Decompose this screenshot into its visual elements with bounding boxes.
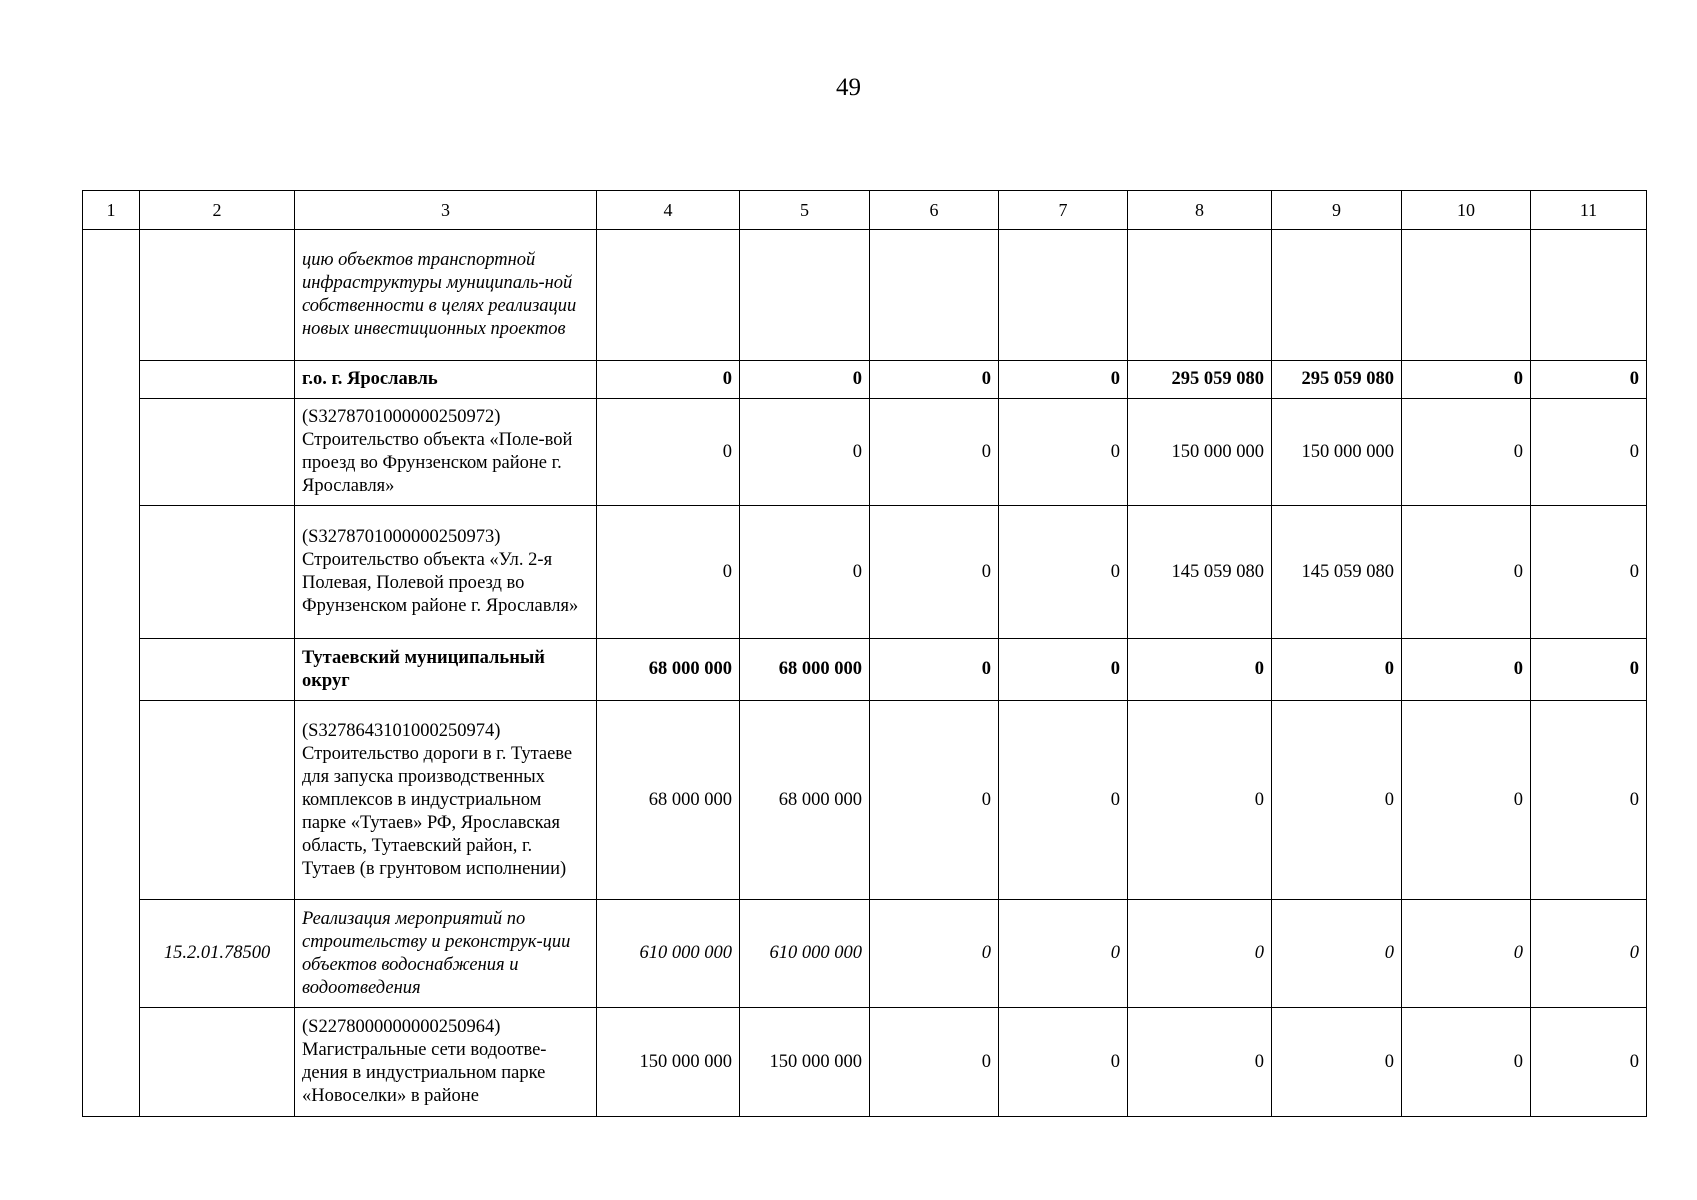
value-cell-col-4: 68 000 000 — [597, 701, 740, 900]
value-cell-col-4: 0 — [597, 506, 740, 639]
table-row — [83, 399, 1647, 506]
value-cell-col-7: 0 — [999, 506, 1128, 639]
code-cell: 15.2.01.78500 — [140, 900, 295, 1008]
value-cell-col-8: 0 — [1128, 1008, 1272, 1117]
value-cell-col-4: 0 — [597, 399, 740, 506]
value-cell-col-8: 295 059 080 — [1128, 361, 1272, 399]
value-cell-col-5: 0 — [740, 361, 870, 399]
description-cell: (S2278000000000250964) Магистральные сети водоотве-дения в индустриальном парке «Новоселки» в районе — [295, 1008, 597, 1117]
value-cell-col-10 — [1402, 230, 1531, 361]
value-cell-col-8 — [1128, 230, 1272, 361]
value-cell-col-4: 610 000 000 — [597, 900, 740, 1008]
value-cell-col-7: 0 — [999, 1008, 1128, 1117]
column-header: 11 — [1531, 191, 1647, 230]
page-number: 49 — [836, 74, 861, 101]
value-cell-col-8: 0 — [1128, 701, 1272, 900]
value-cell-col-8: 0 — [1128, 900, 1272, 1008]
value-cell-col-9: 0 — [1272, 639, 1402, 701]
table-row — [83, 230, 1647, 361]
value-cell-col-5: 150 000 000 — [740, 1008, 870, 1117]
value-cell-col-8: 150 000 000 — [1128, 399, 1272, 506]
description-cell: цию объектов транспортной инфраструктуры муниципаль-ной собственности в целях реализации новых инвестиционных проектов — [295, 230, 597, 361]
value-cell-col-11: 0 — [1531, 506, 1647, 639]
column-header: 4 — [597, 191, 740, 230]
column-header: 10 — [1402, 191, 1531, 230]
code-cell — [140, 230, 295, 361]
value-cell-col-11: 0 — [1531, 701, 1647, 900]
value-cell-col-6: 0 — [870, 701, 999, 900]
description-cell: Реализация мероприятий по строительству и реконструк-ции объектов водоснабжения и водоотведения — [295, 900, 597, 1008]
row-number-cell — [83, 230, 140, 1117]
value-cell-col-10: 0 — [1402, 639, 1531, 701]
value-cell-col-7: 0 — [999, 399, 1128, 506]
value-cell-col-5: 68 000 000 — [740, 639, 870, 701]
value-cell-col-8: 0 — [1128, 639, 1272, 701]
description-cell: (S3278701000000250973) Строительство объекта «Ул. 2-я Полевая, Полевой проезд во Фрунзенском районе г. Ярославля» — [295, 506, 597, 639]
value-cell-col-7: 0 — [999, 361, 1128, 399]
table-row — [83, 1008, 1647, 1117]
value-cell-col-9: 0 — [1272, 900, 1402, 1008]
description-cell: (S3278701000000250972) Строительство объекта «Поле-вой проезд во Фрунзенском районе г. Ярославля» — [295, 399, 597, 506]
value-cell-col-10: 0 — [1402, 361, 1531, 399]
value-cell-col-9: 295 059 080 — [1272, 361, 1402, 399]
column-header: 1 — [83, 191, 140, 230]
value-cell-col-7: 0 — [999, 701, 1128, 900]
value-cell-col-4 — [597, 230, 740, 361]
value-cell-col-5: 0 — [740, 506, 870, 639]
code-cell — [140, 361, 295, 399]
value-cell-col-5 — [740, 230, 870, 361]
value-cell-col-9 — [1272, 230, 1402, 361]
code-cell — [140, 1008, 295, 1117]
value-cell-col-10: 0 — [1402, 506, 1531, 639]
value-cell-col-11: 0 — [1531, 639, 1647, 701]
value-cell-col-4: 68 000 000 — [597, 639, 740, 701]
value-cell-col-6: 0 — [870, 639, 999, 701]
column-header: 3 — [295, 191, 597, 230]
value-cell-col-6: 0 — [870, 1008, 999, 1117]
description-cell: Тутаевский муниципальный округ — [295, 639, 597, 701]
table-row — [83, 900, 1647, 1008]
header-row — [83, 191, 1647, 230]
value-cell-col-8: 145 059 080 — [1128, 506, 1272, 639]
value-cell-col-9: 0 — [1272, 1008, 1402, 1117]
value-cell-col-11: 0 — [1531, 900, 1647, 1008]
value-cell-col-4: 150 000 000 — [597, 1008, 740, 1117]
value-cell-col-6: 0 — [870, 506, 999, 639]
column-header: 7 — [999, 191, 1128, 230]
value-cell-col-9: 150 000 000 — [1272, 399, 1402, 506]
code-cell — [140, 399, 295, 506]
column-header: 2 — [140, 191, 295, 230]
value-cell-col-4: 0 — [597, 361, 740, 399]
code-cell — [140, 639, 295, 701]
table-row — [83, 639, 1647, 701]
value-cell-col-7: 0 — [999, 900, 1128, 1008]
table-row — [83, 701, 1647, 900]
code-cell — [140, 701, 295, 900]
value-cell-col-10: 0 — [1402, 1008, 1531, 1117]
value-cell-col-11: 0 — [1531, 361, 1647, 399]
table-row — [83, 506, 1647, 639]
code-cell — [140, 506, 295, 639]
value-cell-col-9: 0 — [1272, 701, 1402, 900]
column-header: 5 — [740, 191, 870, 230]
description-cell: (S3278643101000250974) Строительство дороги в г. Тутаеве для запуска производственных комплексов в индустриальном парке «Тутаев» РФ, Ярославская область, Тутаевский район, г. Тутаев (в грунтовом исполнении) — [295, 701, 597, 900]
value-cell-col-7 — [999, 230, 1128, 361]
value-cell-col-5: 610 000 000 — [740, 900, 870, 1008]
column-header: 9 — [1272, 191, 1402, 230]
column-header: 8 — [1128, 191, 1272, 230]
value-cell-col-11: 0 — [1531, 399, 1647, 506]
value-cell-col-10: 0 — [1402, 701, 1531, 900]
value-cell-col-5: 68 000 000 — [740, 701, 870, 900]
value-cell-col-5: 0 — [740, 399, 870, 506]
value-cell-col-6: 0 — [870, 361, 999, 399]
value-cell-col-11 — [1531, 230, 1647, 361]
value-cell-col-6: 0 — [870, 900, 999, 1008]
value-cell-col-6 — [870, 230, 999, 361]
description-cell: г.о. г. Ярославль — [295, 361, 597, 399]
budget-table — [82, 190, 1647, 1117]
value-cell-col-6: 0 — [870, 399, 999, 506]
value-cell-col-11: 0 — [1531, 1008, 1647, 1117]
value-cell-col-10: 0 — [1402, 399, 1531, 506]
value-cell-col-9: 145 059 080 — [1272, 506, 1402, 639]
table-row — [83, 361, 1647, 399]
value-cell-col-10: 0 — [1402, 900, 1531, 1008]
value-cell-col-7: 0 — [999, 639, 1128, 701]
column-header: 6 — [870, 191, 999, 230]
